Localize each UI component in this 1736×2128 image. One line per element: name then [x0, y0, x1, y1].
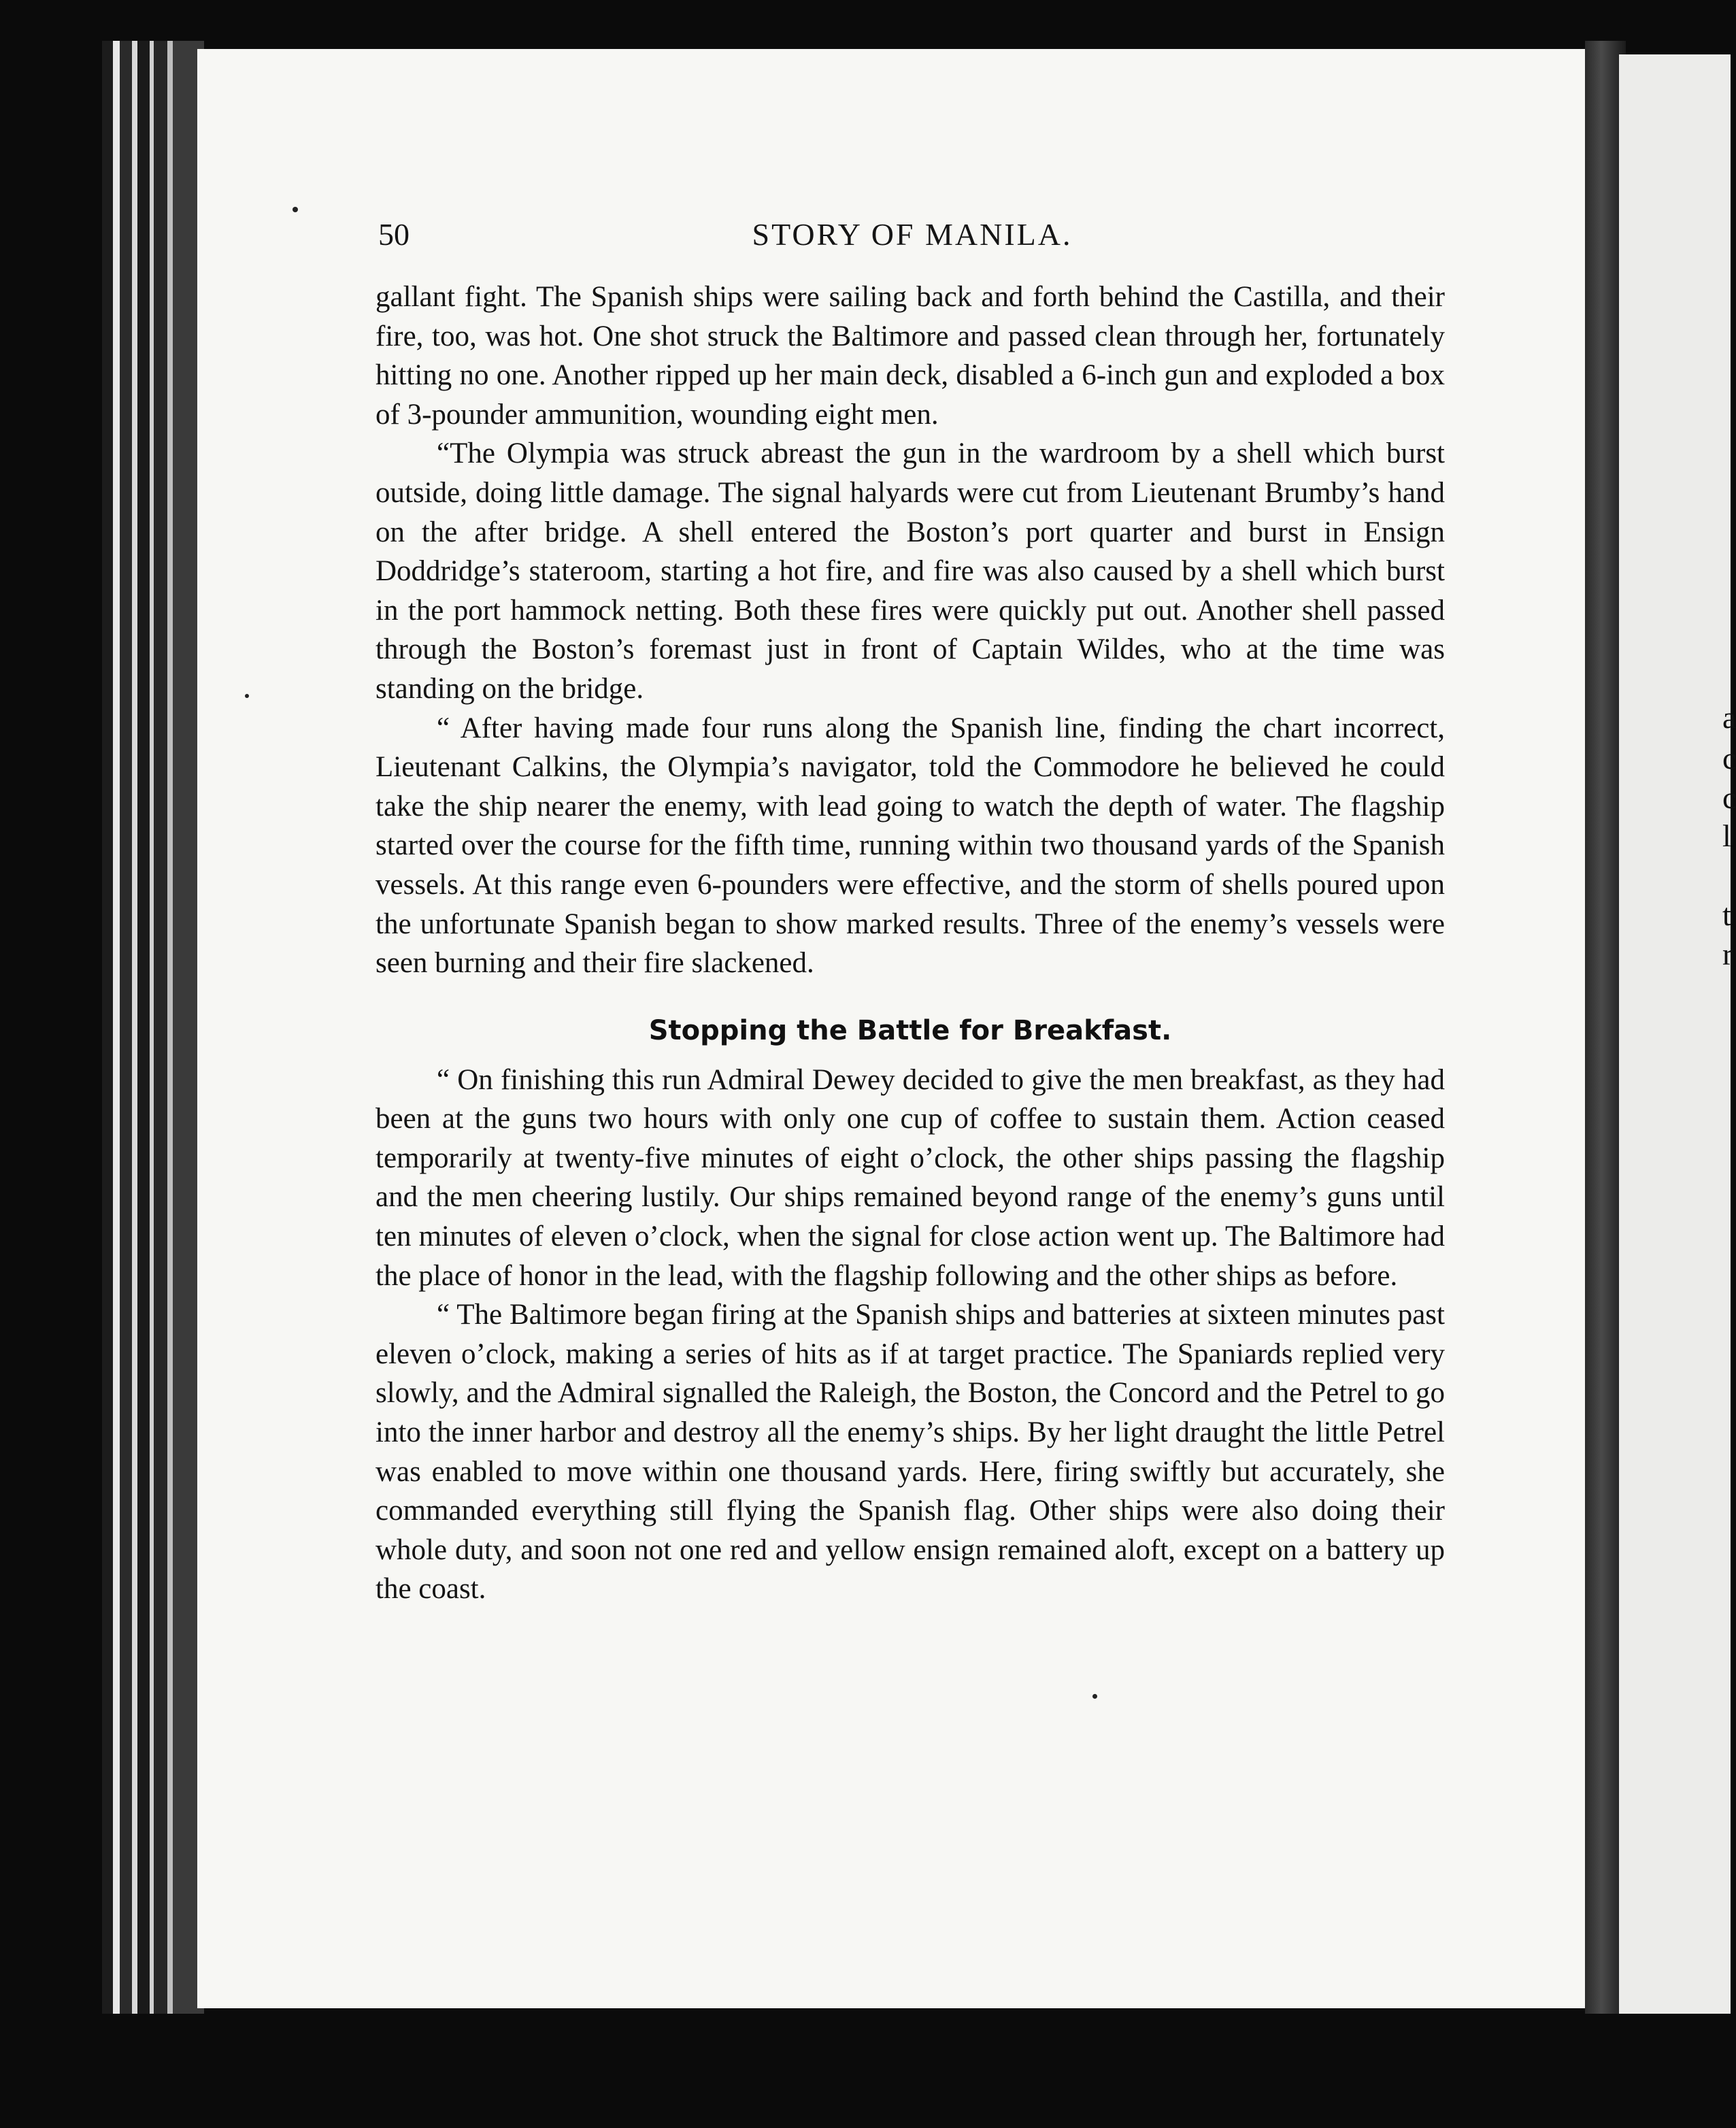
paragraph: “The Olympia was struck abreast the gun in the wardroom by a shell which burst outside, doing little damage. The signal halyards were cut from Lieutenant Brumby’s hand on the after bridge. A shell entered the Boston’s port quarter and burst in Ensign Doddridge’s stateroom, starting a hot fire, and fire was also caused by a shell which burst in the port hammock netting. Both these fires were quickly put out. Another shell passed through the Boston’s foremast just in front of Captain Wildes, who at the time was standing on the bridge. — [375, 437, 1445, 705]
scan-speck — [293, 207, 298, 212]
facing-page-fragment: c — [1722, 780, 1736, 815]
running-head: STORY OF MANILA. — [752, 217, 1073, 252]
facing-page-fragment: l — [1722, 818, 1731, 853]
scan-speck — [1092, 1694, 1097, 1699]
facing-page-fragment: a — [1722, 700, 1736, 735]
facing-page-edge — [1619, 54, 1731, 2014]
facing-page-fragment: t — [1722, 897, 1731, 932]
paragraph: “ After having made four runs along the Spanish line, finding the chart incorrect, Lieutenant Calkins, the Olympia’s navigator, told the Commodore he believed he could take the ship nearer the enemy, with lead going to watch the depth of water. The flagship started over the course for the fifth time, running within two thousand yards of the Spanish vessels. At this range even 6-pounders were effective, and the storm of shells poured upon the unfortunate Spanish began to show marked results. Three of the enemy’s vessels were seen burning and their fire slackened. — [375, 712, 1445, 980]
paragraph: gallant fight. The Spanish ships were sailing back and forth behind the Castilla, and their fire, too, was hot. One shot struck the Baltimore and passed clean through her, fortunately hitting no one. Another ripped up her main deck, disabled a 6-inch gun and exploded a box of 3-pounder ammunition, wounding eight men. — [375, 281, 1445, 431]
facing-page-fragment: c — [1722, 741, 1736, 776]
page-number: 50 — [378, 217, 410, 252]
paragraph: “ On finishing this run Admiral Dewey decided to give the men breakfast, as they had been at the guns two hours with only one cup of coffee to sustain them. Action ceased temporarily at twenty-five minutes of eight o’clock, the other ships passing the flagship and the men cheering lustily. Our ships remained beyond range of the enemy’s guns until ten minutes of eleven o’clock, when the signal for close action went up. The Baltimore had the place of honor in the lead, with the flagship following and the other ships as before. — [375, 1063, 1445, 1292]
book-spine-edge — [102, 41, 204, 2014]
facing-page-fragment: r — [1722, 937, 1733, 971]
section-heading: Stopping the Battle for Breakfast. — [648, 1014, 1172, 1046]
page-header — [378, 216, 1446, 257]
body-text — [375, 278, 1445, 1609]
paragraph: “ The Baltimore began firing at the Spanish ships and batteries at sixteen minutes past eleven o’clock, making a series of hits as if at target practice. The Spaniards replied very slowly, and the Admiral signalled the Raleigh, the Boston, the Concord and the Petrel to go into the inner harbor and destroy all the enemy’s ships. By her light draught the little Petrel was enabled to move within one thousand yards. Here, firing swiftly but accurately, she commanded everything still flying the Spanish flag. Other ships were also doing their whole duty, and soon not one red and yellow ensign remained aloft, except on a battery up the coast. — [375, 1299, 1445, 1606]
scan-speck — [245, 694, 249, 698]
